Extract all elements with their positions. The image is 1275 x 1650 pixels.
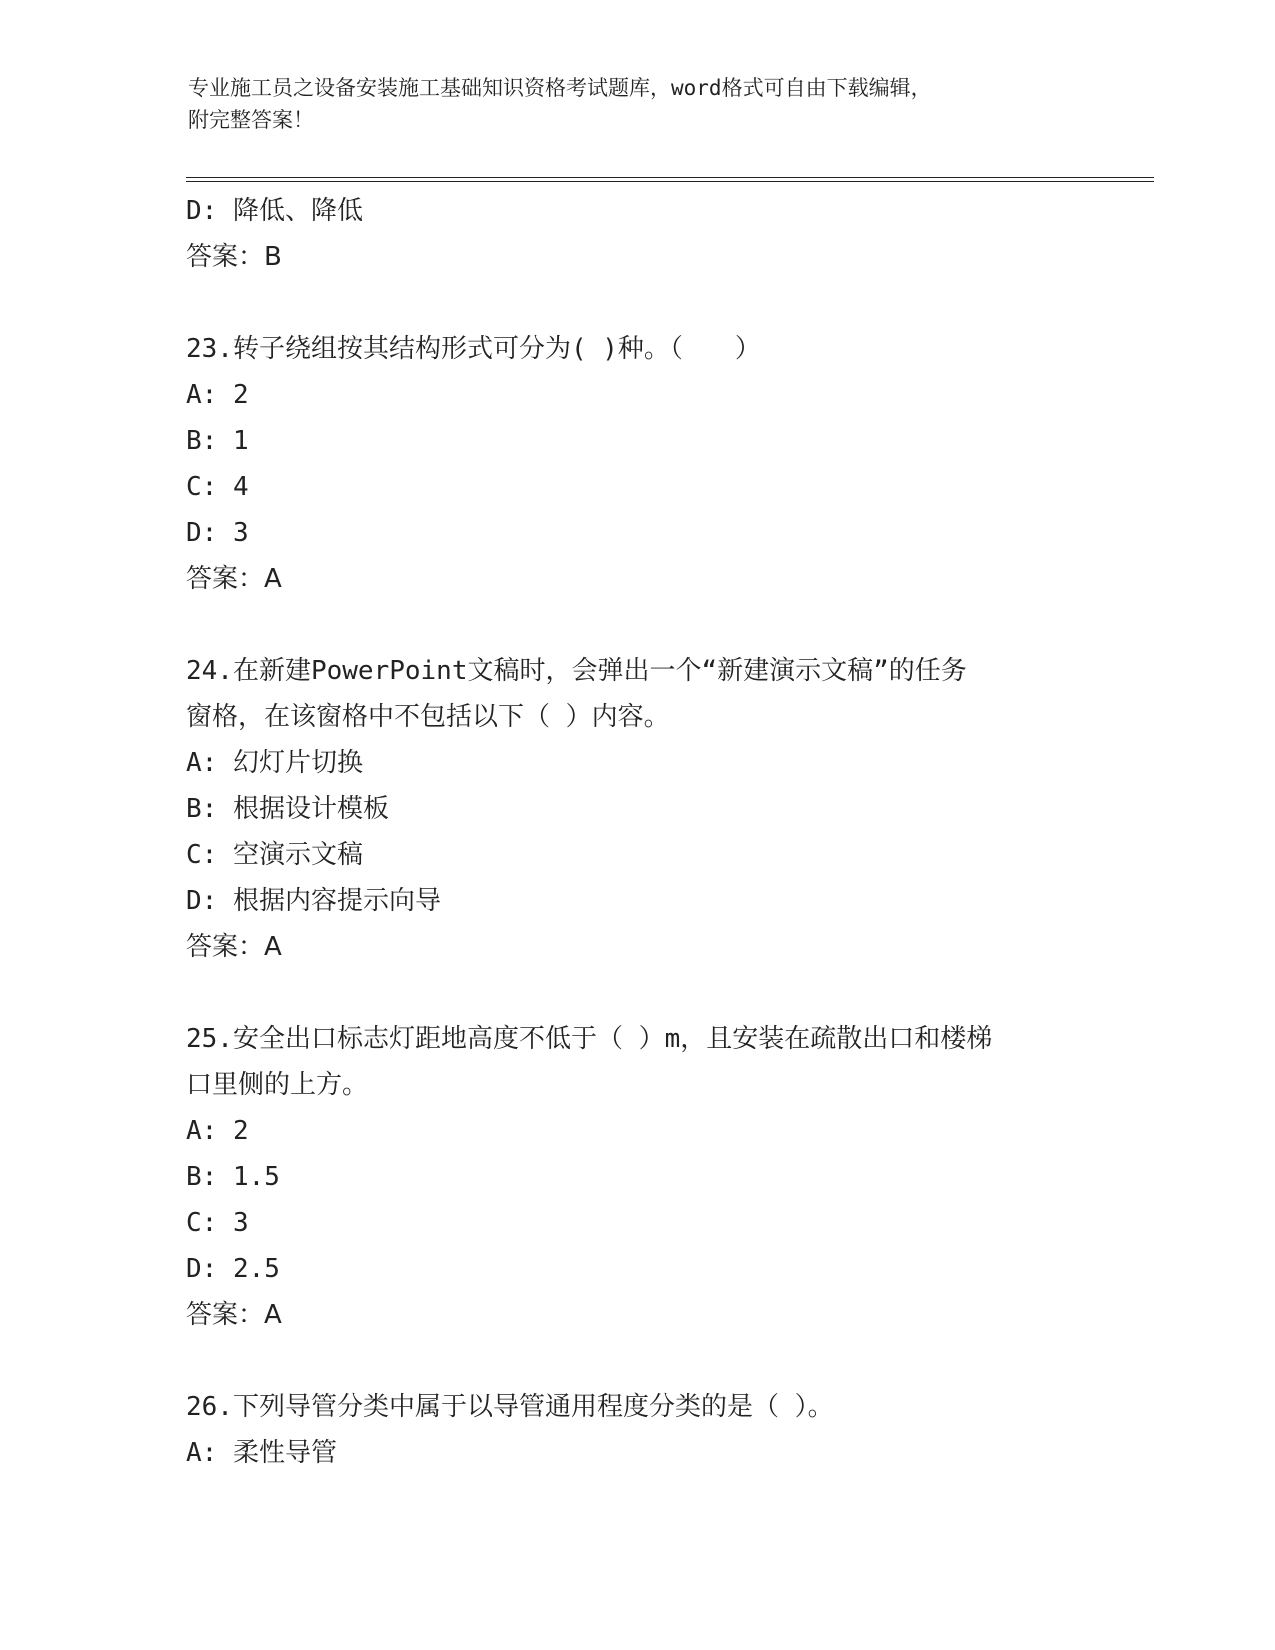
question-title-line-1: 24.在新建PowerPoint文稿时，会弹出一个“新建演示文稿”的任务 [186, 656, 967, 686]
answer-label: 答案：B [186, 242, 282, 272]
spacer [186, 1338, 1086, 1384]
option-c: C: 4 [186, 472, 249, 502]
option-c: C: 3 [186, 1208, 249, 1238]
option-b: B: 1.5 [186, 1162, 280, 1192]
option-c: C: 空演示文稿 [186, 840, 363, 870]
spacer [186, 970, 1086, 1016]
answer-label: 答案：A [186, 1300, 282, 1330]
answer-label: 答案：A [186, 564, 282, 594]
option-d: D: 根据内容提示向导 [186, 886, 441, 916]
header-line-2: 附完整答案！ [188, 108, 314, 132]
question-22 [186, 188, 1086, 280]
question-23 [186, 326, 1086, 602]
option-b: B: 1 [186, 426, 249, 456]
spacer [186, 280, 1086, 326]
question-24 [186, 648, 1086, 970]
option-d: D: 2.5 [186, 1254, 280, 1284]
question-title-line-2: 窗格，在该窗格中不包括以下（ ）内容。 [186, 702, 670, 732]
option-b: B: 根据设计模板 [186, 794, 389, 824]
question-title-line-1: 25.安全出口标志灯距地高度不低于（ ）m，且安装在疏散出口和楼梯 [186, 1024, 993, 1054]
option-a: A: 柔性导管 [186, 1438, 337, 1468]
document-header [188, 72, 1088, 136]
header-line-1: 专业施工员之设备安装施工基础知识资格考试题库，word格式可自由下载编辑， [188, 76, 932, 100]
option-d: D: 降低、降低 [186, 196, 363, 226]
option-a: A: 2 [186, 1116, 249, 1146]
option-a: A: 幻灯片切换 [186, 748, 363, 778]
option-d: D: 3 [186, 518, 249, 548]
question-list [186, 188, 1086, 1476]
question-title-line-2: 口里侧的上方。 [186, 1070, 369, 1100]
option-a: A: 2 [186, 380, 249, 410]
header-divider-top [186, 177, 1154, 178]
question-26 [186, 1384, 1086, 1476]
question-25 [186, 1016, 1086, 1338]
spacer [186, 602, 1086, 648]
header-divider-bottom [186, 181, 1154, 182]
answer-label: 答案：A [186, 932, 282, 962]
question-title: 26.下列导管分类中属于以导管通用程度分类的是（ ）。 [186, 1392, 834, 1422]
question-title: 23.转子绕组按其结构形式可分为( )种。（ ） [186, 334, 761, 364]
